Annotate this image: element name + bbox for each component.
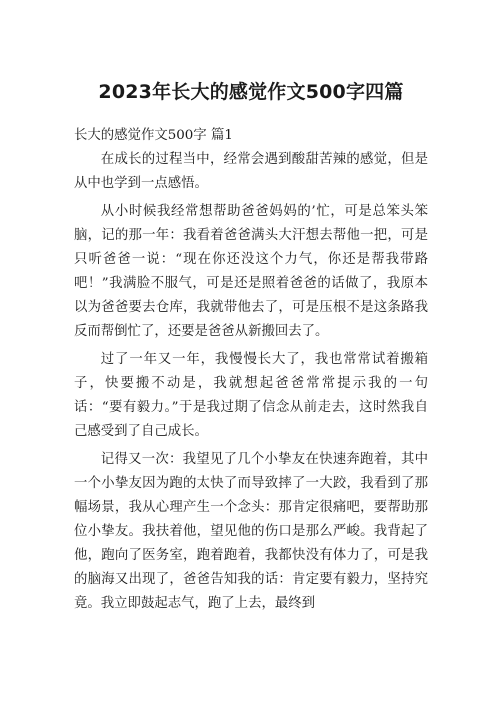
document-title: 2023年长大的感觉作文500字四篇 [98,81,404,103]
paragraph-3: 过了一年又一年，我慢慢长大了，我也常常试着搬箱子，快要搬不动是，我就想起爸爸常常提示我的一句话：“要有毅力。”于是我过期了信念从前走去，这时然我自己感受到了自己成长。 [74,352,428,439]
paragraph-4: 记得又一次：我望见了几个小挚友在快速奔跑着，其中一个小挚友因为跑的太快了而导致摔了一大跤，我看到了那幅场景，我从心理产生一个念头：那肯定很痛吧，要帮助那位小挚友。我扶着他，望见他的伤口是那么严峻。我背起了他，跑向了医务室，跑着跑着，我都快没有体力了，可是我的脑海又出现了，爸爸告知我的话：肯定要有毅力，坚持究竟。我立即鼓起志气，跑了上去，最终到 [74,452,428,611]
paragraph-1: 在成长的过程当中，经常会遇到酸甜苦辣的感觉，但是从中也学到一点感悟。 [74,152,428,191]
section-heading: 长大的感觉作文500字 篇1 [74,128,233,143]
paragraph-2: 从小时候我经常想帮助爸爸妈妈的’忙，可是总笨头笨脑，记的那一年：我看着爸爸满头大汗想去帮他一把，可是只听爸爸一说：“现在你还没这个力气，你还是帮我带路吧！”我满脸不服气，可是还是照着爸爸的话做了，我原本以为爸爸要去仓库，我就带他去了，可是压根不是这条路我反而帮倒忙了，还要是爸爸从新搬回去了。 [74,204,428,339]
